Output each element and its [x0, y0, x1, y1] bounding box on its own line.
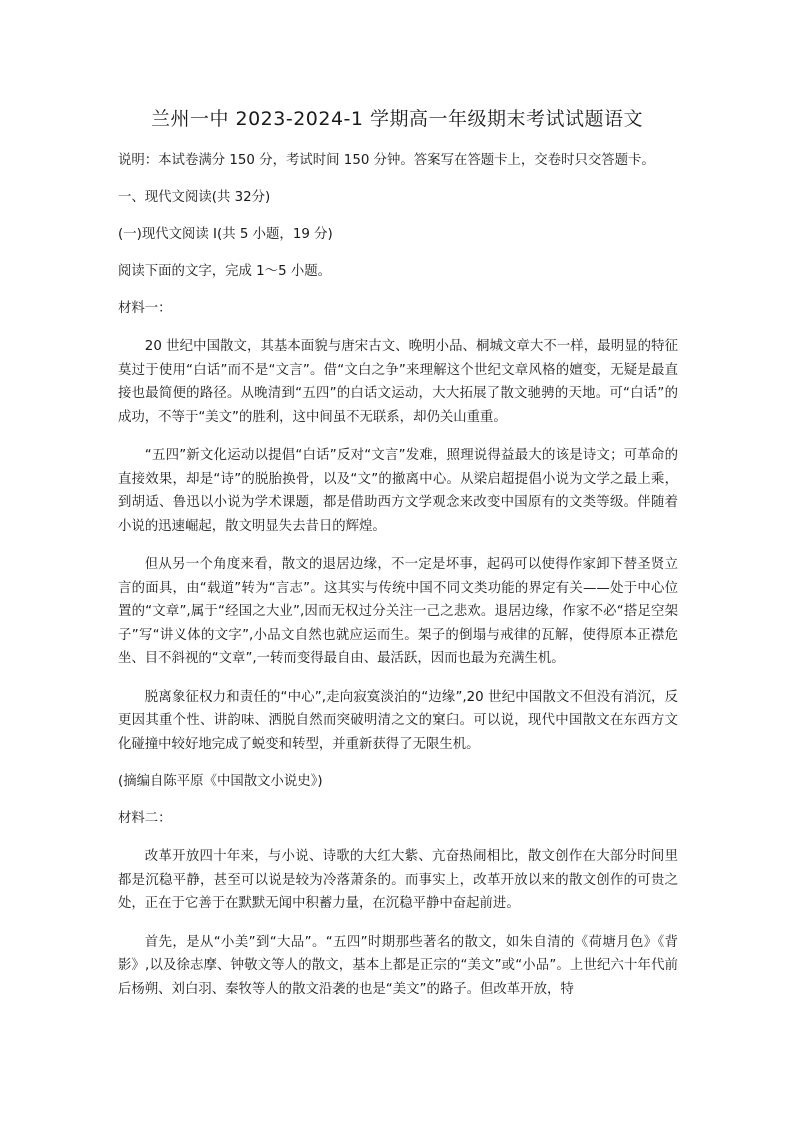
material2-paragraph-1: 改革开放四十年来，与小说、诗歌的大红大紫、亢奋热闹相比，散文创作在大部分时间里都是沉稳平静，甚至可以说是较为冷落萧条的。而事实上，改革开放以来的散文创作的可贵之处，正在于它善于在默默无闻中积蓄力量，在沉稳平静中奋起前进。 [118, 849, 678, 911]
material2-label: 材料二： [118, 811, 172, 826]
material1-paragraph-1: 20 世纪中国散文，其基本面貌与唐宋古文、晚明小品、桐城文章大不一样，最明显的特征莫过于使用“白话”而不是“文言”。借“文白之争”来理解这个世纪文章风格的嬗变，无疑是最直接也最简便的路径。从晚清到“五四”的白话文运动，大大拓展了散文驰骋的天地。可“白话”的成功，不等于“美文”的胜利，这中间虽不无联系，却仍关山重重。 [118, 339, 678, 425]
material1-paragraph-2: “五四”新文化运动以提倡“白话”反对“文言”发难，照理说得益最大的该是诗文；可革命的直接效果，却是“诗”的脱胎换骨，以及“文”的撤离中心。从梁启超提倡小说为文学之最上乘，到胡适、鲁迅以小说为学术课题，都是借助西方文学观念来改变中国原有的文类等级。伴随着小说的迅速崛起，散文明显失去昔日的辉煌。 [118, 448, 678, 534]
instructions: 说明：本试卷满分 150 分，考试时间 150 分钟。答案写在答题卡上，交卷时只交答题卡。 [118, 153, 655, 168]
material1-label: 材料一： [118, 301, 172, 316]
material1-paragraph-3: 但从另一个角度来看，散文的退居边缘，不一定是坏事，起码可以使得作家卸下替圣贤立言的面具，由“载道”转为“言志”。这其实与传统中国不同文类功能的界定有关——处于中心位置的“文章”,属于“经国之大业”,因而无权过分关注一己之悲欢。退居边缘，作家不必“搭足空架子”写“讲义体的文字”,小品文自然也就应运而生。架子的倒塌与戒律的瓦解，使得原本正襟危坐、目不斜视的“文章”,一转而变得最自由、最活跃，因而也最为充满生机。 [118, 557, 678, 666]
exam-content [118, 150, 678, 1001]
material2-paragraph-2: 首先，是从“小美”到“大品”。“五四”时期那些著名的散文，如朱自清的《荷塘月色》《背影》,以及徐志摩、钟敬文等人的散文，基本上都是正宗的“美文”或“小品”。上世纪六十年代前后杨朔、刘白羽、秦牧等人的散文沿袭的也是“美文”的路子。但改革开放，特 [118, 934, 678, 997]
section-heading: 一、现代文阅读(共 32分) [118, 190, 271, 205]
exam-title: 兰州一中 2023-2024-1 学期高一年级期末考试试题语文 [150, 108, 644, 130]
material1-source: (摘编自陈平原《中国散文小说史》) [118, 774, 323, 789]
material1-paragraph-4: 脱离象征权力和责任的“中心”,走向寂寞淡泊的“边缘”,20 世纪中国散文不但没有消沉，反更因其重个性、讲韵味、洒脱自然而突破明清之文的窠臼。可以说，现代中国散文在东西方文化碰撞中较好地完成了蜕变和转型，并重新获得了无限生机。 [118, 689, 678, 752]
task-prompt: 阅读下面的文字，完成 1～5 小题。 [118, 264, 332, 279]
subsection-heading: (一)现代文阅读 I(共 5 小题，19 分) [118, 227, 333, 242]
